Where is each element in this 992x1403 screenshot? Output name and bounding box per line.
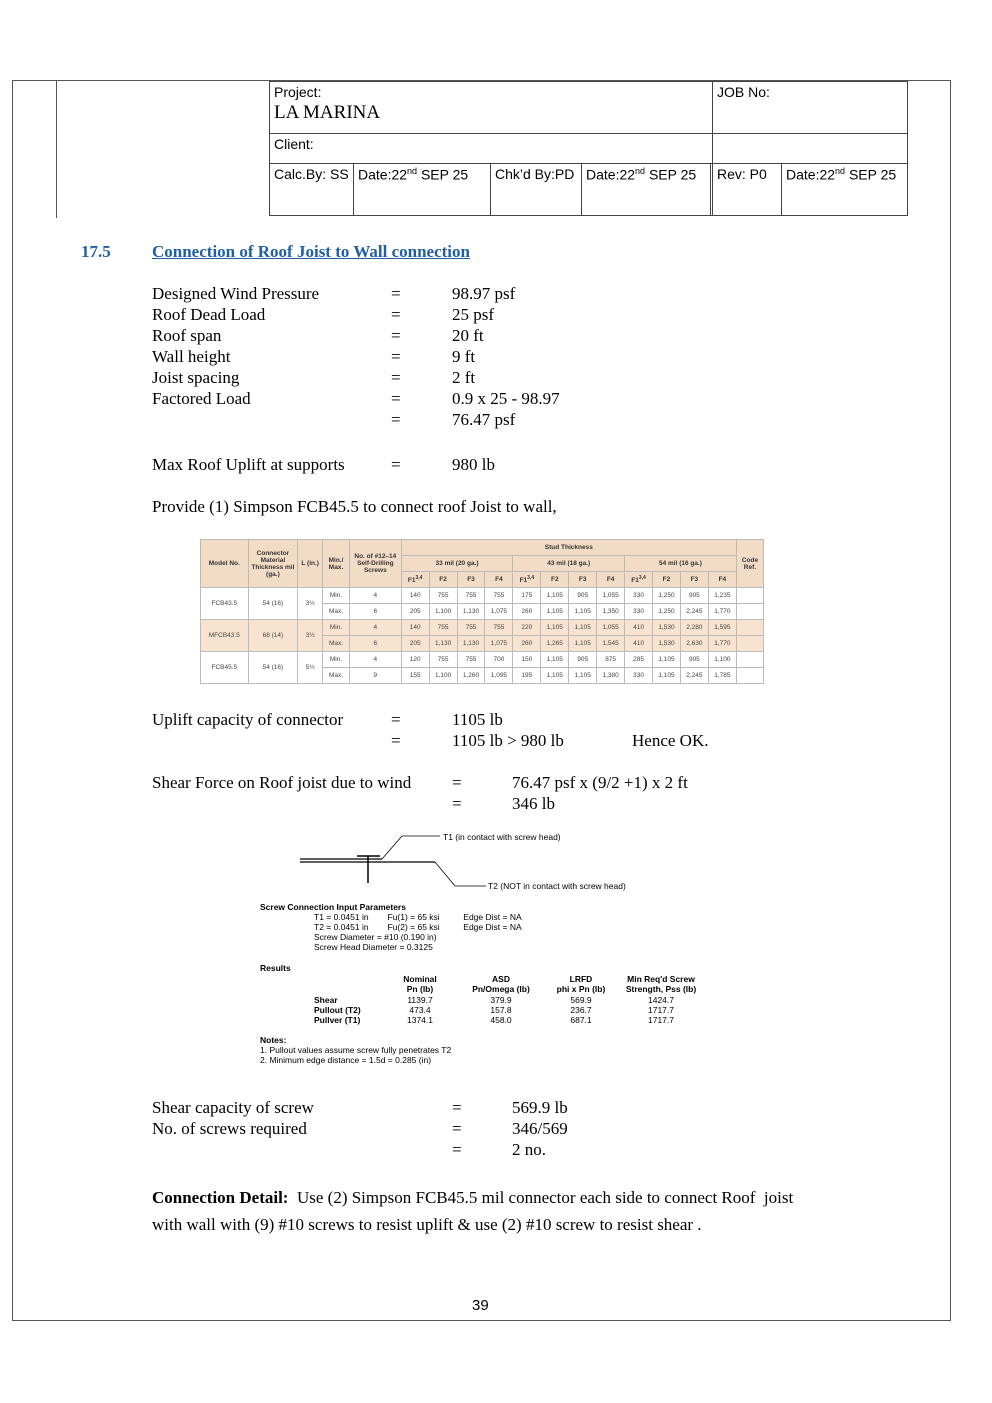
load-eq: =	[391, 347, 401, 366]
calc-by: Calc.By: SS	[274, 166, 349, 182]
capacity-ok: Hence OK.	[632, 731, 709, 750]
result-value: 236.7	[570, 1005, 592, 1015]
load-cell: 285	[625, 652, 653, 668]
note-2: 2. Minimum edge distance = 1.5d = 0.285 (in)	[260, 1055, 432, 1065]
capacity-label: Uplift capacity of connector	[152, 710, 344, 729]
code-cell	[736, 636, 763, 652]
result-value: 473.4	[409, 1005, 431, 1015]
job-label: JOB No:	[717, 84, 770, 100]
load-cell: 1,130	[457, 636, 485, 652]
shear-value2: 346 lb	[512, 794, 555, 813]
load-cell: 150	[513, 652, 541, 668]
material-cell: 54 (16)	[248, 652, 298, 684]
date1-prefix: Date:22	[358, 166, 408, 183]
force-label: F4	[718, 576, 727, 583]
load-cell: 1,105	[653, 668, 681, 684]
load-cell: 1,105	[569, 620, 597, 636]
th-f4	[708, 572, 736, 588]
load-cell: 205	[401, 636, 429, 652]
screw-label: Shear capacity of screw	[152, 1098, 314, 1117]
screws-cell: 9	[349, 668, 401, 684]
t1-leader-a	[382, 836, 402, 859]
minmax-cell: Min.	[323, 652, 350, 668]
load-eq: =	[391, 284, 401, 303]
uplift-label: Max Roof Uplift at supports	[152, 455, 345, 474]
load-cell: 140	[401, 588, 429, 604]
load-cell: 1,350	[597, 604, 625, 620]
load-cell: 1,130	[457, 604, 485, 620]
load-cell: 260	[513, 636, 541, 652]
chkd-by-cell	[491, 164, 582, 216]
load-eq: =	[391, 368, 401, 387]
load-cell: 875	[597, 652, 625, 668]
th-20ga: 33 mil (20 ga.)	[401, 556, 513, 572]
load-cell: 1,770	[708, 604, 736, 620]
load-value: 76.47 psf	[452, 410, 516, 429]
load-label: Roof Dead Load	[152, 305, 266, 324]
load-cell: 330	[625, 588, 653, 604]
th-material: Connector Material Thickness mil (ga.)	[248, 540, 298, 588]
load-value: 20 ft	[452, 326, 484, 345]
load-cell: 260	[513, 604, 541, 620]
length-cell: 3½	[298, 588, 323, 620]
load-label: Joist spacing	[152, 368, 240, 387]
result-col-head: Strength, Pss (lb)	[625, 984, 697, 994]
rev-cell	[713, 164, 782, 216]
project-name: LA MARINA	[274, 102, 381, 123]
force-label: F1	[519, 577, 528, 585]
th-f1	[401, 572, 429, 588]
page-number: 39	[472, 1297, 489, 1314]
th-f3	[457, 572, 485, 588]
load-cell: 120	[401, 652, 429, 668]
screw-value: 346/569	[512, 1119, 568, 1138]
load-value: 98.97 psf	[452, 284, 516, 303]
load-cell: 1,250	[653, 588, 681, 604]
code-cell	[736, 620, 763, 636]
load-cell: 330	[625, 668, 653, 684]
minmax-cell: Max.	[323, 636, 350, 652]
load-cell: 1,075	[485, 604, 513, 620]
date1-suffix: SEP 25	[417, 166, 469, 183]
force-label: F4	[606, 576, 615, 583]
connector-table	[200, 539, 764, 684]
capacity-value2: 1105 lb > 980 lb	[452, 731, 564, 750]
load-eq: =	[391, 305, 401, 324]
load-cell: 905	[680, 652, 708, 668]
date1-sup: nd	[407, 166, 418, 176]
client-right-cell	[713, 134, 908, 164]
detail-bold: Connection Detail:	[152, 1188, 289, 1207]
load-cell: 1,105	[569, 668, 597, 684]
length-cell: 5½	[298, 652, 323, 684]
param-line-3: Screw Diameter = #10 (0.190 in)	[314, 932, 437, 942]
load-cell: 1,105	[541, 604, 569, 620]
screws-cell: 6	[349, 636, 401, 652]
result-col-head: Min Req'd Screw	[627, 974, 695, 984]
table-row	[201, 588, 764, 604]
load-cell: 175	[513, 588, 541, 604]
th-f4	[485, 572, 513, 588]
table-row	[201, 652, 764, 668]
material-cell: 54 (16)	[248, 588, 298, 620]
th-f2	[429, 572, 457, 588]
result-col-head: phi x Pn (lb)	[556, 984, 606, 994]
load-label: Factored Load	[152, 389, 251, 408]
th-16ga: 54 mil (16 ga.)	[625, 556, 737, 572]
force-label: F2	[550, 576, 559, 583]
load-value: 2 ft	[452, 368, 476, 387]
load-eq: =	[391, 389, 401, 408]
result-value: 458.0	[490, 1015, 512, 1025]
result-value: 157.8	[490, 1005, 512, 1015]
th-f1	[513, 572, 541, 588]
load-cell: 1,100	[708, 652, 736, 668]
shear-value1: 76.47 psf x (9/2 +1) x 2 ft	[512, 773, 688, 792]
load-cell: 1,105	[541, 652, 569, 668]
minmax-cell: Min.	[323, 620, 350, 636]
param-line-4: Screw Head Diameter = 0.3125	[314, 942, 433, 952]
shear-eq2: =	[452, 794, 462, 813]
load-cell: 1,235	[708, 588, 736, 604]
load-value: 0.9 x 25 - 98.97	[452, 389, 560, 408]
t2-leader-a	[435, 862, 455, 886]
capacity-value1: 1105 lb	[452, 710, 503, 729]
date3-cell	[782, 164, 908, 216]
model-cell: FCB43.5	[201, 588, 249, 620]
client-cell	[270, 134, 713, 164]
load-cell: 195	[513, 668, 541, 684]
load-cell: 2,245	[680, 604, 708, 620]
section-number: 17.5	[81, 242, 111, 261]
date3-suffix: SEP 25	[845, 166, 897, 183]
uplift-eq: =	[391, 455, 401, 474]
date3-prefix: Date:22	[786, 166, 836, 183]
t1-label: T1 (in contact with screw head)	[443, 832, 561, 842]
calc-by-cell	[270, 164, 354, 216]
date2-cell	[582, 164, 711, 216]
th-stud: Stud Thickness	[401, 540, 736, 556]
force-label: F2	[439, 576, 447, 583]
date2-sup: nd	[635, 166, 646, 176]
load-cell: 1,265	[541, 636, 569, 652]
screw-value: 2 no.	[512, 1140, 546, 1159]
result-value: 1139.7	[407, 995, 433, 1005]
load-eq: =	[391, 410, 401, 429]
shear-label: Shear Force on Roof joist due to wind	[152, 773, 412, 792]
th-screws: No. of #12–14 Self-Drilling Screws	[349, 540, 401, 588]
table-row	[201, 620, 764, 636]
load-value: 25 psf	[452, 305, 495, 324]
force-label: F1	[407, 577, 416, 585]
code-cell	[736, 604, 763, 620]
th-f3	[569, 572, 597, 588]
result-col-head: Pn (lb)	[406, 984, 434, 994]
load-cell: 140	[401, 620, 429, 636]
load-cell: 755	[457, 588, 485, 604]
load-cell: 700	[485, 652, 513, 668]
force-label: F2	[662, 576, 671, 583]
minmax-cell: Max.	[323, 604, 350, 620]
th-f1	[625, 572, 653, 588]
load-cell: 755	[485, 588, 513, 604]
results-title: Results	[260, 963, 291, 973]
minmax-cell: Max.	[323, 668, 350, 684]
load-cell: 905	[569, 588, 597, 604]
result-row-name: Pullver (T1)	[314, 1015, 361, 1025]
minmax-cell: Min.	[323, 588, 350, 604]
project-label: Project:	[274, 84, 322, 100]
result-value: 1717.7	[648, 1015, 674, 1025]
result-row-name: Shear	[314, 995, 338, 1005]
result-value: 687.1	[570, 1015, 592, 1025]
force-note-sup: 3,4	[527, 574, 535, 581]
load-cell: 755	[457, 620, 485, 636]
th-minmax: Min./ Max.	[323, 540, 350, 588]
section-title: Connection of Roof Joist to Wall connection	[152, 242, 470, 261]
load-cell: 1,770	[708, 636, 736, 652]
load-label: Designed Wind Pressure	[152, 284, 320, 303]
load-cell: 220	[513, 620, 541, 636]
material-cell: 68 (14)	[248, 620, 298, 652]
result-col-head: ASD	[492, 974, 510, 984]
load-cell: 1,105	[569, 636, 597, 652]
notes-title: Notes:	[260, 1035, 287, 1045]
load-cell: 905	[569, 652, 597, 668]
screws-cell: 6	[349, 604, 401, 620]
load-cell: 1,530	[653, 620, 681, 636]
capacity-eq2: =	[391, 731, 401, 750]
uplift-value: 980 lb	[452, 455, 495, 474]
load-cell: 205	[401, 604, 429, 620]
result-value: 1717.7	[648, 1005, 674, 1015]
th-code: Code Ref.	[736, 540, 763, 588]
frame-left-divider	[56, 80, 57, 218]
length-cell: 3½	[298, 620, 323, 652]
load-cell: 1,130	[429, 636, 457, 652]
client-label: Client:	[274, 136, 314, 152]
load-cell: 410	[625, 636, 653, 652]
load-cell: 2,280	[680, 620, 708, 636]
load-cell: 1,055	[597, 620, 625, 636]
load-cell: 755	[429, 588, 457, 604]
th-l: L (in.)	[298, 540, 323, 588]
screw-label: No. of screws required	[152, 1119, 307, 1138]
th-model: Model No.	[201, 540, 249, 588]
screws-cell: 4	[349, 652, 401, 668]
load-cell: 410	[625, 620, 653, 636]
load-cell: 1,105	[569, 604, 597, 620]
result-col-head: Pn/Omega (lb)	[472, 984, 530, 994]
code-cell	[736, 588, 763, 604]
date3-sup: nd	[835, 166, 846, 176]
load-cell: 2,245	[680, 668, 708, 684]
load-cell: 1,100	[429, 604, 457, 620]
th-f2	[653, 572, 681, 588]
result-value: 379.9	[490, 995, 512, 1005]
load-cell: 1,260	[457, 668, 485, 684]
screws-cell: 4	[349, 588, 401, 604]
load-cell: 1,100	[429, 668, 457, 684]
force-label: F4	[495, 576, 503, 583]
result-col-head: Nominal	[403, 974, 437, 984]
model-cell: MFCB43.5	[201, 620, 249, 652]
load-cell: 1,545	[597, 636, 625, 652]
t2-label: T2 (NOT in contact with screw head)	[488, 881, 626, 891]
th-f3	[680, 572, 708, 588]
load-cell: 755	[457, 652, 485, 668]
result-value: 569.9	[570, 995, 592, 1005]
load-value: 9 ft	[452, 347, 476, 366]
date2-prefix: Date:22	[586, 166, 636, 183]
title-block	[269, 81, 908, 216]
th-f4	[597, 572, 625, 588]
load-cell: 1,075	[485, 636, 513, 652]
load-cell: 1,055	[597, 588, 625, 604]
screw-eq: =	[452, 1140, 462, 1159]
screw-eq: =	[452, 1119, 462, 1138]
date2-suffix: SEP 25	[645, 166, 697, 183]
load-label: Wall height	[152, 347, 231, 366]
force-label: F3	[690, 576, 699, 583]
load-cell: 1,105	[541, 588, 569, 604]
job-cell	[713, 82, 908, 134]
date1-cell	[354, 164, 491, 216]
load-cell: 1,095	[485, 668, 513, 684]
load-cell: 755	[485, 620, 513, 636]
load-cell: 755	[429, 620, 457, 636]
chkd-by: Chk’d By:PD	[495, 166, 575, 182]
load-cell: 1,595	[708, 620, 736, 636]
load-cell: 330	[625, 604, 653, 620]
load-cell: 1,530	[653, 636, 681, 652]
capacity-eq1: =	[391, 710, 401, 729]
result-value: 1374.1	[407, 1015, 433, 1025]
load-cell: 1,105	[653, 652, 681, 668]
rev: Rev: P0	[717, 166, 767, 182]
load-cell: 2,630	[680, 636, 708, 652]
note-1: 1. Pullout values assume screw fully penetrates T2	[260, 1045, 452, 1055]
load-label: Roof span	[152, 326, 222, 345]
result-row-name: Pullout (T2)	[314, 1005, 361, 1015]
detail-line-2: with wall with (9) #10 screws to resist uplift & use (2) #10 screw to resist shear .	[152, 1215, 702, 1234]
load-cell: 905	[680, 588, 708, 604]
load-cell: 1,105	[541, 620, 569, 636]
screw-eq: =	[452, 1098, 462, 1117]
project-cell	[270, 82, 713, 134]
provide-text: Provide (1) Simpson FCB45.5 to connect roof Joist to wall,	[152, 497, 557, 516]
detail-line-1	[152, 1188, 793, 1208]
param-line-2: T2 = 0.0451 in Fu(2) = 65 ksi Edge Dist = NA	[314, 922, 522, 932]
load-eq: =	[391, 326, 401, 345]
force-note-sup: 3,4	[415, 574, 423, 581]
th-f2	[541, 572, 569, 588]
load-cell: 1,105	[541, 668, 569, 684]
force-note-sup: 3,4	[638, 574, 646, 581]
force-label: F3	[578, 576, 587, 583]
th-18ga: 43 mil (18 ga.)	[513, 556, 625, 572]
force-label: F3	[467, 576, 475, 583]
params-title: Screw Connection Input Parameters	[260, 902, 406, 912]
load-cell: 1,785	[708, 668, 736, 684]
code-cell	[736, 652, 763, 668]
shear-eq1: =	[452, 773, 462, 792]
force-label: F1	[631, 577, 639, 585]
code-cell	[736, 668, 763, 684]
screw-value: 569.9 lb	[512, 1098, 568, 1117]
param-line-1: T1 = 0.0451 in Fu(1) = 65 ksi Edge Dist = NA	[314, 912, 522, 922]
model-cell: FCB45.5	[201, 652, 249, 684]
result-value: 1424.7	[648, 995, 674, 1005]
load-cell: 1,250	[653, 604, 681, 620]
detail-text-1: Use (2) Simpson FCB45.5 mil connector each side to connect Roof joist	[288, 1188, 794, 1207]
result-col-head: LRFD	[569, 974, 593, 984]
load-cell: 755	[429, 652, 457, 668]
load-cell: 1,380	[597, 668, 625, 684]
load-cell: 155	[401, 668, 429, 684]
screws-cell: 4	[349, 620, 401, 636]
